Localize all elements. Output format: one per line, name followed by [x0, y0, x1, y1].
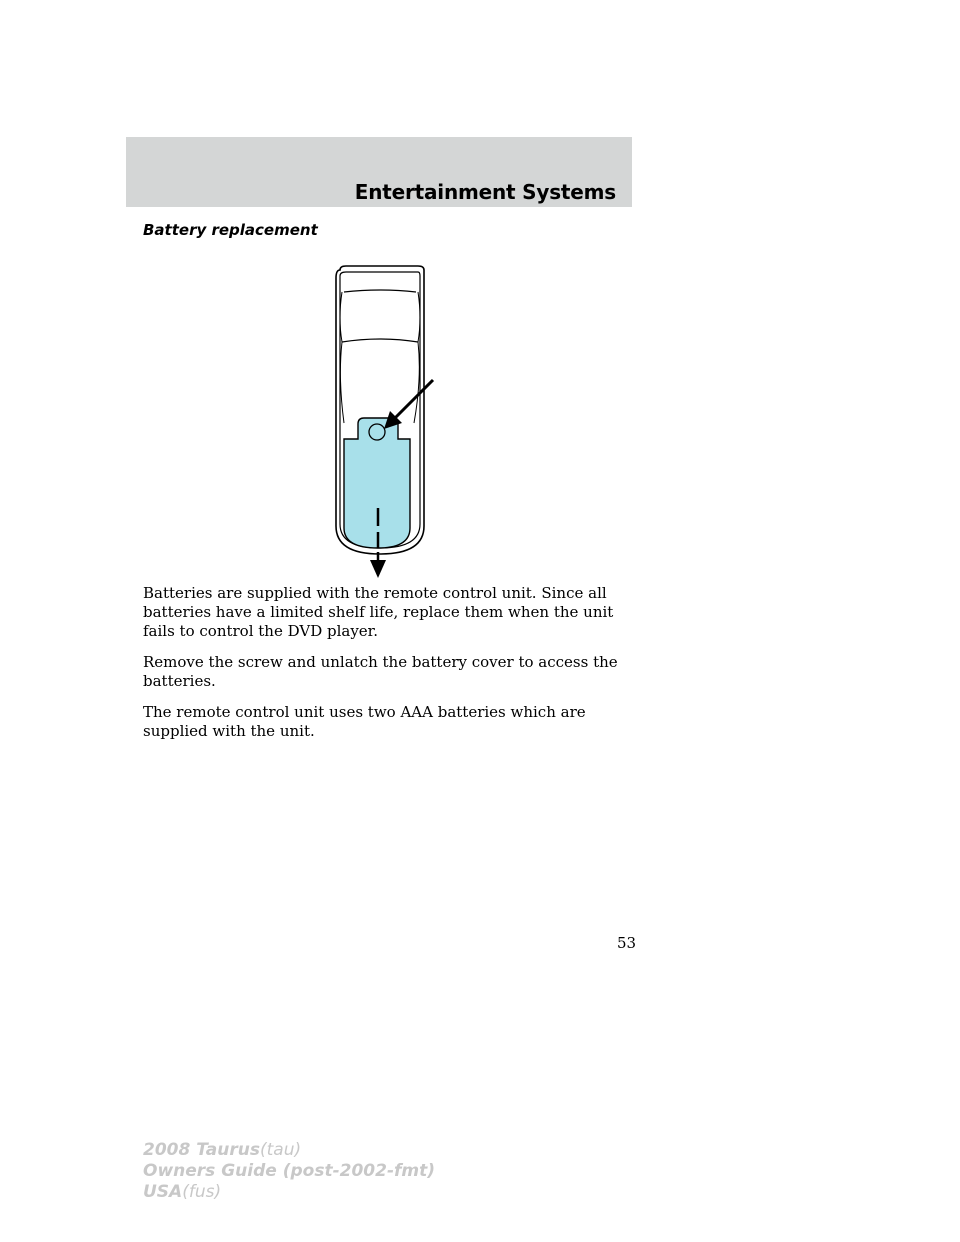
section-title: Entertainment Systems [354, 180, 616, 204]
document-footer [143, 1140, 435, 1203]
paragraph-aaa-batteries: The remote control unit uses two AAA batteries which are supplied with the unit. [143, 703, 586, 740]
paragraph-batteries-supplied: Batteries are supplied with the remote control unit. Since all batteries have a limited shelf life, replace them when the unit fails to control the DVD player. [143, 584, 614, 640]
footer-line-2 [143, 1161, 435, 1182]
footer-model: 2008 Taurus [143, 1140, 260, 1160]
page-number: 53 [617, 934, 637, 952]
body-text [143, 584, 643, 753]
footer-model-code: (tau) [260, 1140, 302, 1160]
remote-battery-cover-diagram [300, 258, 470, 583]
footer-line-1 [143, 1140, 435, 1161]
subheading: Battery replacement [143, 221, 318, 239]
screw-icon [369, 424, 385, 440]
section-header-band [126, 137, 632, 207]
footer-line-3 [143, 1182, 435, 1203]
footer-region: USA [143, 1182, 183, 1202]
slide-arrow-head [370, 560, 386, 578]
footer-guide: Owners Guide (post-2002-fmt) [143, 1161, 436, 1181]
paragraph-remove-screw: Remove the screw and unlatch the battery cover to access the batteries. [143, 653, 618, 690]
footer-region-code: (fus) [182, 1182, 222, 1202]
